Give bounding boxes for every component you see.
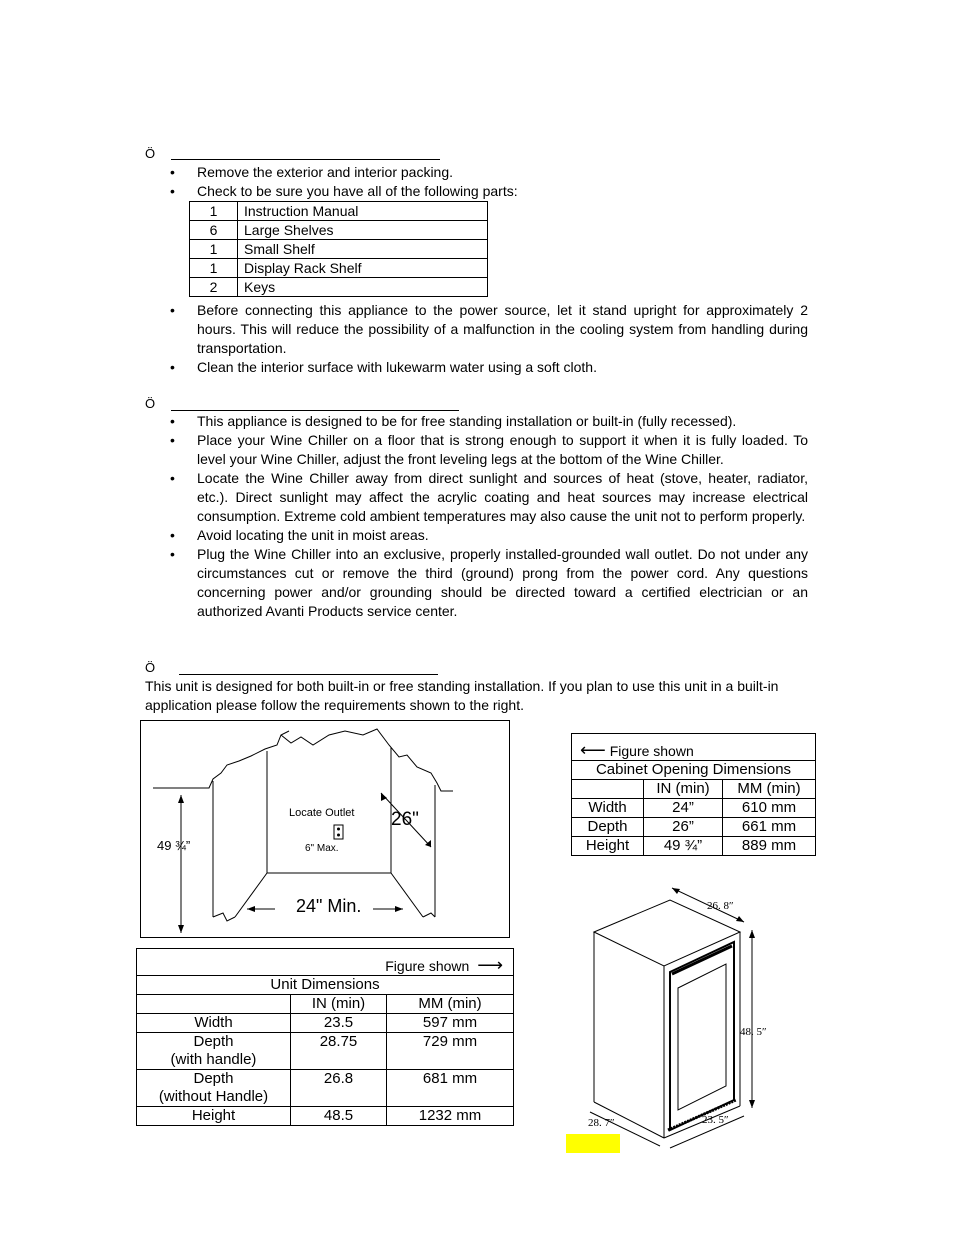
- drawing-height-label: 48. 5″: [740, 1026, 767, 1038]
- table-row: [137, 976, 514, 995]
- cell-mm: 661 mm: [723, 818, 816, 837]
- section-marker-3: Ö: [145, 660, 156, 675]
- bullet-item: • Remove the exterior and interior packing.: [170, 163, 808, 182]
- table-row: [572, 734, 816, 761]
- row-label: Width: [137, 1014, 291, 1033]
- column-header: MM (min): [387, 995, 514, 1014]
- row-label: Depth: [193, 1033, 234, 1050]
- installation-bullets: [170, 412, 808, 621]
- table-row: [137, 1070, 514, 1107]
- table-row: [572, 780, 816, 799]
- bullet-item: • Before connecting this appliance to the power source, let it stand upright for approximately 2 hours. This will reduce the possibility of a malfunction in the cooling system from handling during transportation.: [170, 301, 808, 358]
- arrow-left-icon: ⟵: [580, 740, 606, 760]
- cell-in: 26.8: [291, 1070, 387, 1107]
- unpacking-bullets: [170, 163, 808, 201]
- cabinet-dimensions-table: [571, 733, 816, 856]
- opening-height-label: 49 ¾”: [157, 838, 191, 853]
- row-label: Height: [572, 837, 644, 856]
- drawing-depth-handle-label: 28. 7″: [588, 1117, 615, 1129]
- section-heading-underline-3: [179, 674, 438, 675]
- cabinet-opening-diagram: [140, 720, 510, 938]
- column-header: IN (min): [644, 780, 723, 799]
- table-row: [137, 1033, 514, 1070]
- table-title: Cabinet Opening Dimensions: [572, 761, 816, 780]
- section-heading-underline-2: [171, 410, 459, 411]
- cell-in: 24”: [644, 799, 723, 818]
- cell-mm: 729 mm: [387, 1033, 514, 1070]
- parts-qty: 2: [190, 278, 238, 297]
- section-heading-underline-1: [171, 159, 440, 160]
- parts-name: Instruction Manual: [238, 202, 488, 221]
- cell-mm: 1232 mm: [387, 1107, 514, 1126]
- column-header: IN (min): [291, 995, 387, 1014]
- cell-in: 49 ¾”: [644, 837, 723, 856]
- parts-name: Large Shelves: [238, 221, 488, 240]
- figure-note: Figure shown: [385, 958, 470, 974]
- table-row: [190, 221, 488, 240]
- bullet-item: • Place your Wine Chiller on a floor that is strong enough to support it when it is fully loaded. To level your Wine Chiller, adjust the front leveling legs at the bottom of the Wine Chiller.: [170, 431, 808, 469]
- row-label: Depth: [572, 818, 644, 837]
- table-title: Unit Dimensions: [137, 976, 514, 995]
- table-row: [190, 202, 488, 221]
- section-marker-2: Ö: [145, 396, 156, 411]
- parts-name: Display Rack Shelf: [238, 259, 488, 278]
- cell-mm: 889 mm: [723, 837, 816, 856]
- parts-qty: 6: [190, 221, 238, 240]
- unit-dimensions-table: [136, 948, 514, 1126]
- opening-depth-label: 26": [391, 809, 419, 830]
- row-label: Height: [137, 1107, 291, 1126]
- table-row: [137, 949, 514, 976]
- figure-note: Figure shown: [609, 743, 694, 759]
- bullet-item: • Clean the interior surface with lukewarm water using a soft cloth.: [170, 358, 808, 377]
- cell-in: 48.5: [291, 1107, 387, 1126]
- table-row: [572, 799, 816, 818]
- unpacking-bullets-after: [170, 301, 808, 377]
- outlet-max-label: 6" Max.: [305, 843, 339, 854]
- table-row: [190, 240, 488, 259]
- table-row: [137, 1014, 514, 1033]
- parts-qty: 1: [190, 240, 238, 259]
- bullet-item: • Locate the Wine Chiller away from direct sunlight and sources of heat (stove, heater, radiator, etc.). Direct sunlight may affect the acrylic coating and heat sources may increase electrical consumption. Extreme cold ambient temperatures may also cause the unit not to perform properly.: [170, 469, 808, 526]
- arrow-right-icon: ⟶: [477, 955, 503, 975]
- wine-chiller-drawing: [560, 880, 790, 1150]
- table-row: [572, 818, 816, 837]
- table-row: [137, 1107, 514, 1126]
- table-row: [572, 761, 816, 780]
- opening-width-label: 24" Min.: [296, 896, 362, 916]
- table-row: [190, 259, 488, 278]
- unit-dimension-drawing: [560, 880, 790, 1150]
- table-row: [190, 278, 488, 297]
- cell-in: 26”: [644, 818, 723, 837]
- table-row: [137, 995, 514, 1014]
- drawing-width-label: 23. 5″: [702, 1114, 729, 1126]
- column-header: MM (min): [723, 780, 816, 799]
- bullet-item: • This appliance is designed to be for free standing installation or built-in (fully recessed).: [170, 412, 808, 431]
- row-label: Depth: [193, 1070, 234, 1087]
- bullet-item: • Check to be sure you have all of the following parts:: [170, 182, 808, 201]
- row-label: Width: [572, 799, 644, 818]
- cell-in: 23.5: [291, 1014, 387, 1033]
- cell-mm: 681 mm: [387, 1070, 514, 1107]
- parts-table: [189, 201, 488, 297]
- parts-name: Keys: [238, 278, 488, 297]
- cell-in: 28.75: [291, 1033, 387, 1070]
- parts-qty: 1: [190, 202, 238, 221]
- bullet-item: • Avoid locating the unit in moist areas.: [170, 526, 808, 545]
- built-in-paragraph: This unit is designed for both built-in or free standing installation. If you plan to use this unit in a built-in application please follow the requirements shown to the right.: [145, 678, 779, 713]
- highlight-mark: [566, 1134, 620, 1153]
- section-marker-1: Ö: [145, 146, 156, 161]
- row-sublabel: (without Handle): [158, 1088, 269, 1105]
- row-sublabel: (with handle): [170, 1051, 257, 1068]
- cell-mm: 610 mm: [723, 799, 816, 818]
- drawing-depth-label: 26. 8″: [707, 900, 734, 912]
- cell-mm: 597 mm: [387, 1014, 514, 1033]
- locate-outlet-label: Locate Outlet: [289, 807, 355, 819]
- bullet-item: • Plug the Wine Chiller into an exclusive, properly installed-grounded wall outlet. Do not under any circumstances cut or remove the third (ground) prong from the power cord. Any questions concerning power and/or grounding should be directed toward a certified electrician or an authorized Avanti Products service center.: [170, 545, 808, 621]
- table-row: [572, 837, 816, 856]
- parts-name: Small Shelf: [238, 240, 488, 259]
- parts-qty: 1: [190, 259, 238, 278]
